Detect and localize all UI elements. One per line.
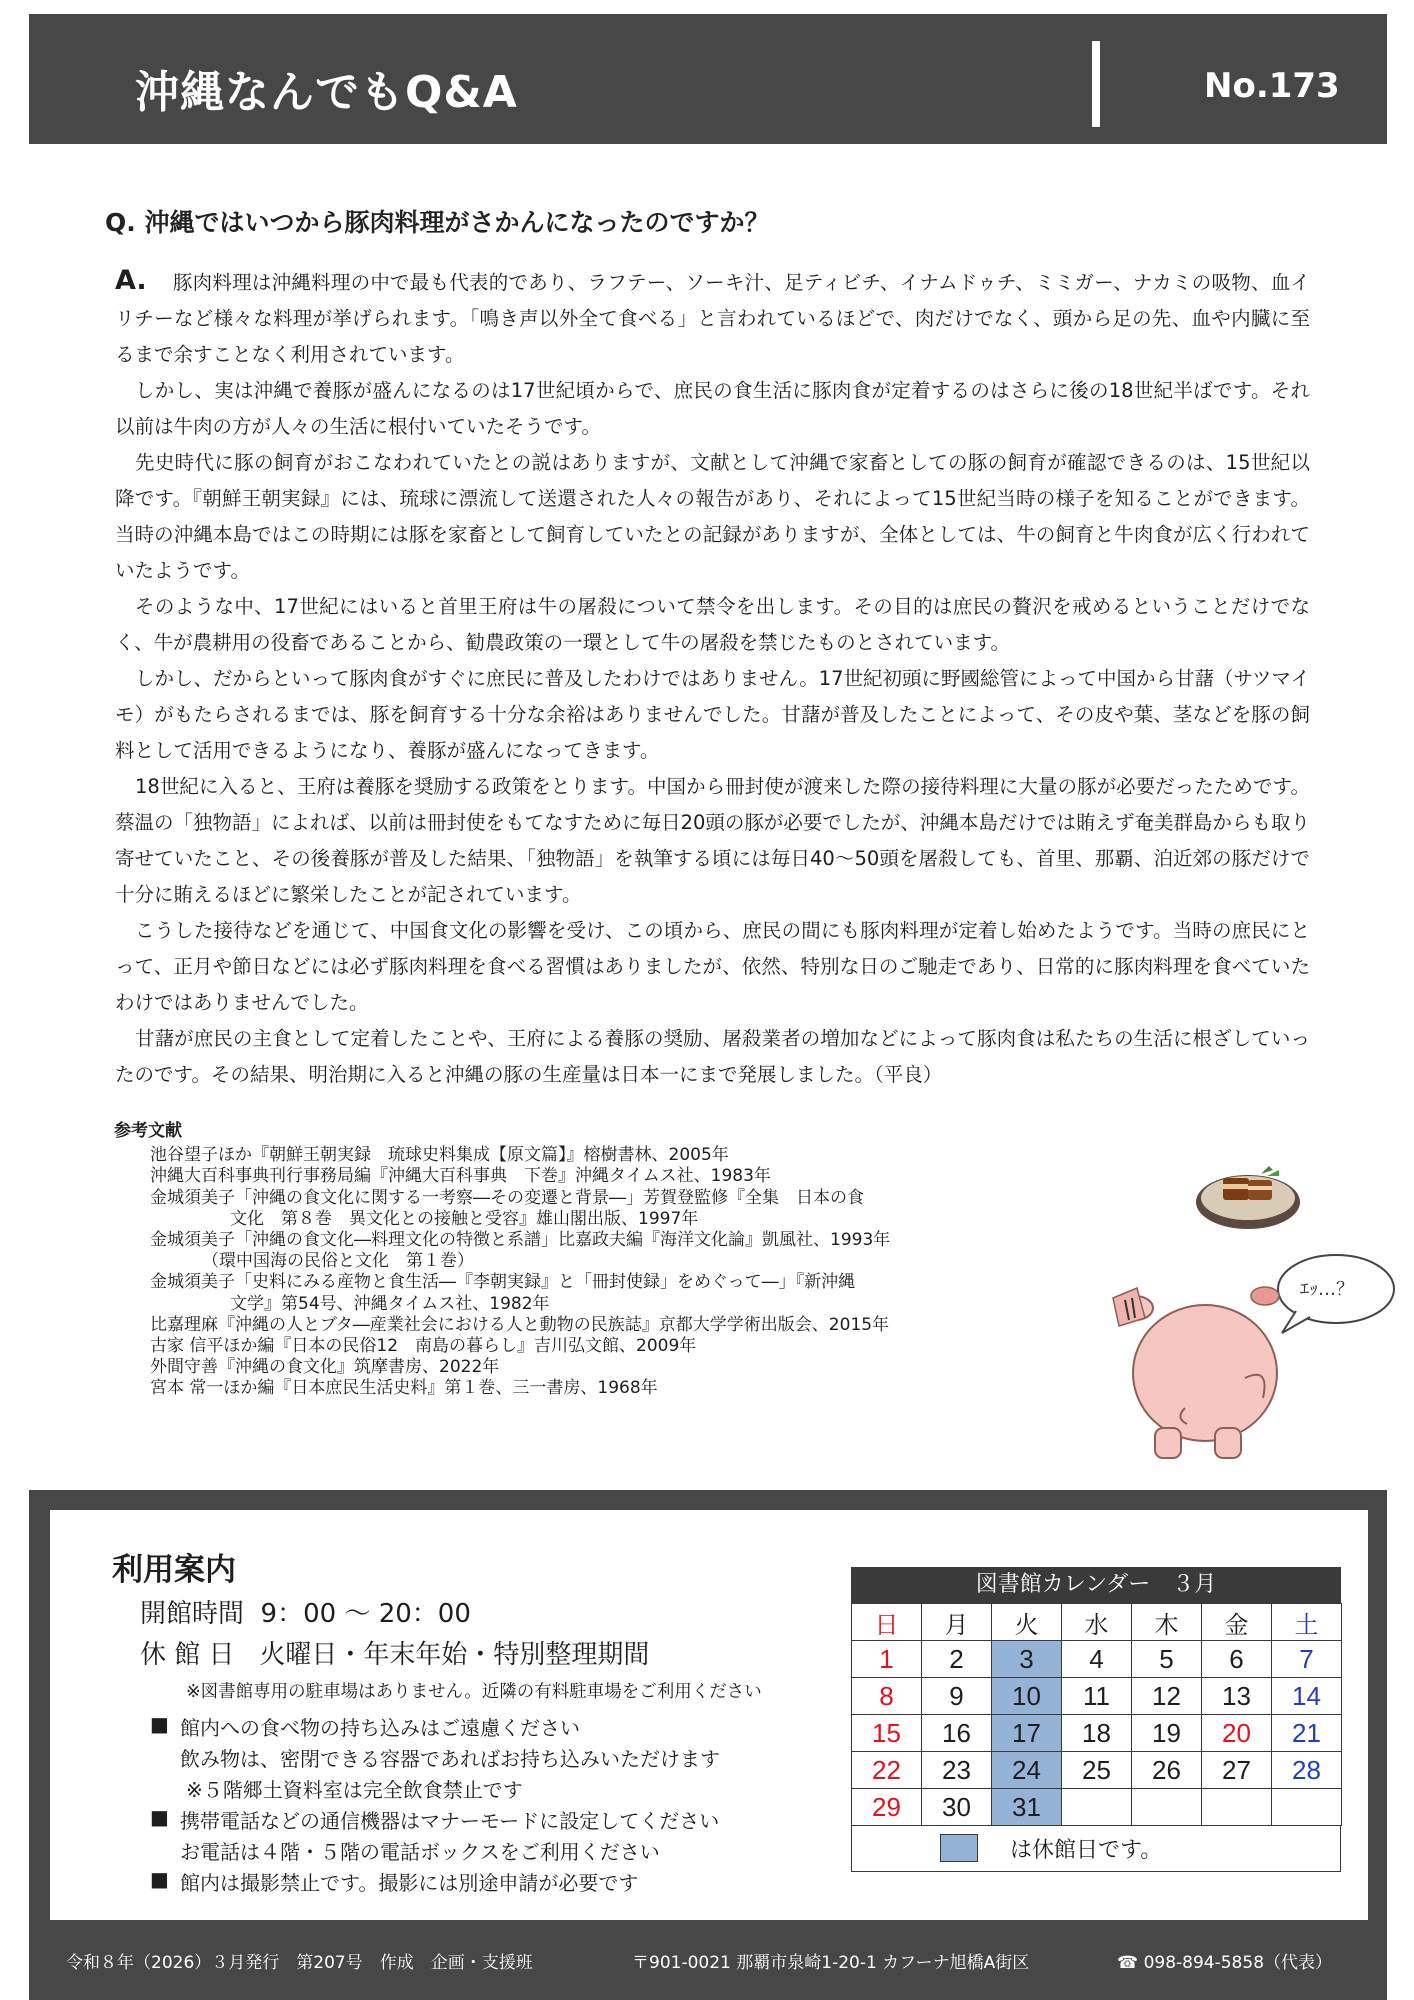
calendar-day: 9: [922, 1678, 992, 1715]
calendar-day: 26: [1132, 1752, 1202, 1789]
calendar-day: 4: [1062, 1641, 1132, 1678]
calendar-day: 30: [922, 1789, 992, 1826]
calendar-day: 23: [922, 1752, 992, 1789]
reference-item-cont: （環中国海の民俗と文化 第１巻）: [202, 1251, 474, 1272]
calendar-day: 5: [1132, 1641, 1202, 1678]
pork-dish-illustration: [1193, 1160, 1303, 1235]
calendar-day: 18: [1062, 1715, 1132, 1752]
opening-hours: 開館時間 9：00 ～ 20：00: [140, 1599, 471, 1629]
answer-paragraph: 先史時代に豚の飼育がおこなわれていたとの説はありますが、文献として沖縄で家畜としての豚の飼育が確認できるのは、15世紀以降です。『朝鮮王朝実録』には、琉球に漂流して送還された人々の報告があり、それによって15世紀当時の様子を知ることができます。当時の沖縄本島ではこの時期には豚を家畜として飼育していたとの記録がありますが、全体としては、牛の飼育と牛肉食が広く行われていたようです。: [115, 451, 1310, 582]
bullet-square: ■: [150, 1867, 169, 1891]
reference-item: 比嘉理麻『沖縄の人とブタ―産業社会における人と動物の民族誌』京都大学学術出版会、2015年: [150, 1314, 890, 1335]
calendar-day-closed: 3: [992, 1641, 1062, 1678]
rule-phone-sub: お電話は４階・５階の電話ボックスをご利用ください: [180, 1840, 660, 1864]
calendar-day-empty: [1272, 1789, 1342, 1826]
weekday-wed: 水: [1062, 1604, 1132, 1641]
calendar-day-closed: 17: [992, 1715, 1062, 1752]
calendar-day-closed: 10: [992, 1678, 1062, 1715]
reference-item: 池谷望子ほか『朝鮮王朝実録 琉球史料集成【原文篇】』榕樹書林、2005年: [150, 1145, 729, 1166]
rule-food: 館内への食べ物の持ち込みはご遠慮ください: [180, 1716, 580, 1740]
footer-address: 〒901-0021 那覇市泉崎1-20-1 カフーナ旭橋A街区: [632, 1953, 1030, 1973]
rule-food-sub: 飲み物は、密閉できる容器であればお持ち込みいただけます: [180, 1747, 720, 1771]
calendar-day-holiday: 20: [1202, 1715, 1272, 1752]
calendar-day: 21: [1272, 1715, 1342, 1752]
calendar-day-closed: 31: [992, 1789, 1062, 1826]
calendar-legend: [851, 1826, 1341, 1872]
question-heading: Q. 沖縄ではいつから豚肉料理がさかんになったのですか？: [105, 208, 770, 237]
calendar-day: 11: [1062, 1678, 1132, 1715]
library-calendar: [851, 1567, 1341, 1872]
references: [114, 1121, 890, 1400]
calendar-day: 6: [1202, 1641, 1272, 1678]
reference-item: 古家 信平ほか編『日本の民俗12 南島の暮らし』吉川弘文館、2009年: [150, 1336, 697, 1357]
reference-item-cont: 文化 第８巻 異文化との接触と受容』雄山閣出版、1997年: [230, 1208, 699, 1229]
weekday-thu: 木: [1132, 1604, 1202, 1641]
reference-item: 沖縄大百科事典刊行事務局編『沖縄大百科事典 下巻』沖縄タイムス社、1983年: [150, 1166, 771, 1187]
answer-body: [115, 263, 1310, 1093]
calendar-day-empty: [1132, 1789, 1202, 1826]
answer-paragraph: A. 豚肉料理は沖縄料理の中で最も代表的であり、ラフテー、ソーキ汁、足ティビチ、イナムドゥチ、ミミガー、ナカミの吸物、血イリチーなど様々な料理が挙げられます。「鳴き声以外全て食べる」と言われているほどで、肉だけでなく、頭から足の先、血や内臓に至るまで余すことなく利用されています。: [115, 265, 1310, 366]
references-title: 参考文献: [114, 1121, 182, 1141]
bullet-square: ■: [150, 1712, 169, 1736]
closed-color-swatch: [940, 1834, 978, 1862]
reference-item: 金城須美子「沖縄の食文化に関する一考察―その変遷と背景―」芳賀登監修『全集 日本の食: [150, 1187, 864, 1208]
calendar-day: 22: [852, 1752, 922, 1789]
weekday-mon: 月: [922, 1604, 992, 1641]
calendar-day: 7: [1272, 1641, 1342, 1678]
rule-food-note: ※５階郷土資料室は完全飲食禁止です: [186, 1778, 523, 1802]
calendar-day: 14: [1272, 1678, 1342, 1715]
parking-note: ※図書館専用の駐車場はありません。近隣の有料駐車場をご利用ください: [186, 1682, 762, 1702]
calendar-day: 27: [1202, 1752, 1272, 1789]
calendar-day: 16: [922, 1715, 992, 1752]
footer-phone: ☎ 098-894-5858（代表）: [1117, 1953, 1333, 1973]
calendar-day: 15: [852, 1715, 922, 1752]
calendar-day: 12: [1132, 1678, 1202, 1715]
bullet-square: ■: [150, 1805, 169, 1829]
calendar-day-empty: [1202, 1789, 1272, 1826]
series-title: 沖縄なんでもQ&A: [135, 67, 518, 118]
header-divider: [1092, 41, 1100, 127]
reference-item: 宮本 常一ほか編『日本庶民生活史料』第１巻、三一書房、1968年: [150, 1378, 658, 1399]
calendar-day-empty: [1062, 1789, 1132, 1826]
calendar-day: 25: [1062, 1752, 1132, 1789]
calendar-day: 19: [1132, 1715, 1202, 1752]
rule-photo: 館内は撮影禁止です。撮影には別途申請が必要です: [180, 1871, 639, 1895]
answer-paragraph: しかし、実は沖縄で養豚が盛んになるのは17世紀頃からで、庶民の食生活に豚肉食が定着するのはさらに後の18世紀半ばです。それ以前は牛肉の方が人々の生活に根付いていたそうです。: [115, 379, 1310, 438]
footer-issued: 令和８年（2026）３月発行 第207号 作成 企画・支援班: [66, 1953, 533, 1973]
reference-item: 金城須美子「史料にみる産物と食生活―『李朝実録』と「冊封使録」をめぐって―」『新沖縄: [150, 1272, 856, 1293]
header-banner: [29, 14, 1387, 144]
calendar-day: 1: [852, 1641, 922, 1678]
answer-label: A.: [115, 265, 147, 296]
calendar-day: 2: [922, 1641, 992, 1678]
weekday-fri: 金: [1202, 1604, 1272, 1641]
calendar-day: 8: [852, 1678, 922, 1715]
answer-paragraph: 甘藷が庶民の主食として定着したことや、王府による養豚の奨励、屠殺業者の増加などによって豚肉食は私たちの生活に根ざしていったのです。その結果、明治期に入ると沖縄の豚の生産量は日本一にまで発展しました。（平良）: [115, 1027, 1310, 1086]
answer-paragraph: こうした接待などを通じて、中国食文化の影響を受け、この頃から、庶民の間にも豚肉料理が定着し始めたようです。当時の庶民にとって、正月や節日などには必ず豚肉料理を食べる習慣はありましたが、依然、特別な日のご馳走であり、日常的に豚肉料理を食べていたわけではありませんでした。: [115, 919, 1310, 1014]
weekday-sat: 土: [1272, 1604, 1342, 1641]
calendar-grid: [851, 1603, 1342, 1826]
calendar-day: 29: [852, 1789, 922, 1826]
calendar-day-closed: 24: [992, 1752, 1062, 1789]
calendar-day: 13: [1202, 1678, 1272, 1715]
reference-item-cont: 文学』第54号、沖縄タイムス社、1982年: [230, 1293, 550, 1314]
answer-paragraph: しかし、だからといって豚肉食がすぐに庶民に普及したわけではありません。17世紀初頭に野國総管によって中国から甘藷（サツマイモ）がもたらされるまでは、豚を飼育する十分な余裕はありませんでした。甘藷が普及したことによって、その皮や葉、茎などを豚の飼料として活用できるようになり、養豚が盛んになってきます。: [115, 667, 1310, 762]
legend-text: は休館日です。: [1010, 1838, 1163, 1863]
calendar-title: 図書館カレンダー ３月: [851, 1567, 1341, 1603]
answer-paragraph: そのような中、17世紀にはいると首里王府は牛の屠殺について禁令を出します。その目的は庶民の贅沢を戒めるということだけでなく、牛が農耕用の役畜であることから、勧農政策の一環として牛の屠殺を禁じたものとされています。: [115, 595, 1310, 654]
reference-item: 外間守善『沖縄の食文化』筑摩書房、2022年: [150, 1357, 500, 1378]
rule-phone: 携帯電話などの通信機器はマナーモードに設定してください: [180, 1809, 720, 1833]
pig-illustration: [1095, 1268, 1295, 1463]
calendar-day: 28: [1272, 1752, 1342, 1789]
weekday-tue: 火: [992, 1604, 1062, 1641]
reference-item: 金城須美子「沖縄の食文化―料理文化の特徴と系譜」比嘉政夫編『海洋文化論』凱風社、1993年: [150, 1230, 891, 1251]
issue-number: No.173: [1204, 66, 1340, 106]
guide-title: 利用案内: [112, 1552, 236, 1588]
answer-paragraph: 18世紀に入ると、王府は養豚を奨励する政策をとります。中国から冊封使が渡来した際の接待料理に大量の豚が必要だったためです。蔡温の「独物語」によれば、以前は冊封使をもてなすために毎日20頭の豚が必要でしたが、沖縄本島だけでは賄えず奄美群島からも取り寄せていたこと、その後養豚が普及した結果、「独物語」を執筆する頃には毎日40～50頭を屠殺しても、首里、那覇、泊近郊の豚だけで十分に賄えるほどに繁栄したことが記されています。: [115, 775, 1310, 906]
closed-days: 休 館 日 火曜日・年末年始・特別整理期間: [140, 1640, 650, 1670]
speech-text: ｴｯ…？: [1300, 1279, 1354, 1300]
weekday-sun: 日: [852, 1604, 922, 1641]
